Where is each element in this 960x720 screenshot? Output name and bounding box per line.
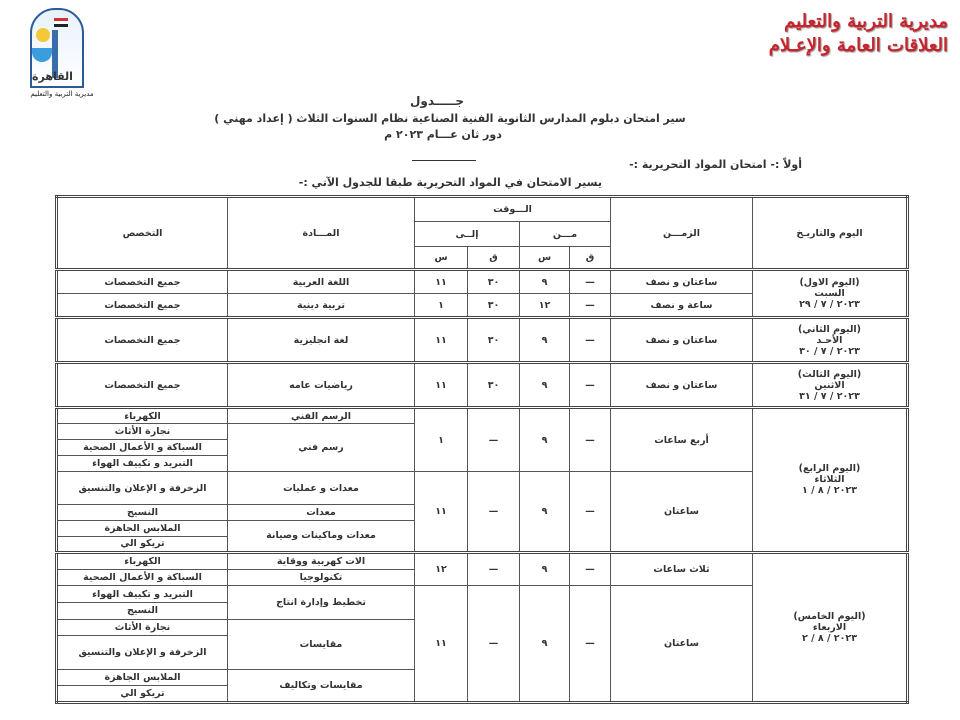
day-weekday: السبت [814, 288, 845, 299]
specialization-cell: جميع التخصصات [57, 363, 228, 408]
specialization-cell: جميع التخصصات [57, 294, 228, 318]
specialization-cell: السباكة و الأعمال الصحية [57, 440, 228, 456]
logo-subtitle: مديرية التربية والتعليم [30, 90, 94, 98]
day-date: ٢٠٢٣ / ٧ / ٢٩ [799, 299, 860, 310]
title-underline [412, 160, 476, 161]
specialization-cell: تريكو الي [57, 536, 228, 552]
logo-sun-icon [36, 28, 50, 42]
cairo-directorate-logo [22, 8, 102, 104]
from-minute-cell: — [570, 318, 611, 363]
day-weekday: الاثنين [814, 379, 845, 391]
from-minute-cell: — [570, 270, 611, 294]
subject-cell: الرسم الفني [228, 408, 415, 424]
exam-schedule-table [55, 195, 909, 704]
subject-cell: معدات وماكينات وصيانة [228, 520, 415, 552]
header-from-minute: ق [570, 247, 611, 270]
day-day: (اليوم الثالث) [797, 368, 862, 380]
from-hour-cell: ٩ [520, 318, 570, 363]
to-hour-cell: ١١ [415, 472, 468, 553]
duration-cell: أربع ساعات [611, 408, 753, 472]
to-hour-cell: ١١ [415, 363, 468, 408]
specialization-cell: تريكو الي [57, 686, 228, 703]
subject-cell: لغة انجليزية [228, 318, 415, 363]
day-date-cell [753, 363, 908, 408]
duration-cell: ساعتان و نصف [611, 270, 753, 294]
subject-cell: اللغة العربية [228, 270, 415, 294]
header-from-hour: س [520, 247, 570, 270]
day-date: ٢٠٢٣ / ٨ / ٢ [801, 632, 857, 644]
directorate-brand [769, 10, 948, 58]
day-date: ٢٠٢٣ / ٧ / ٣١ [799, 390, 860, 402]
subject-cell: تخطيط وإدارة انتاج [228, 586, 415, 619]
day-day: (اليوم الاول) [799, 277, 860, 288]
day-date: ٢٠٢٣ / ٧ / ٣٠ [799, 345, 860, 357]
from-minute-cell: — [570, 363, 611, 408]
header-to-hour: س [415, 247, 468, 270]
subject-cell: مقايسات وتكاليف [228, 669, 415, 702]
specialization-cell: الملابس الجاهزة [57, 520, 228, 536]
to-hour-cell: ١٢ [415, 552, 468, 585]
header-duration: الزمـــن [611, 197, 753, 270]
brand-line-1: مديرية التربية والتعليم [784, 11, 948, 32]
logo-name: القاهرة [32, 70, 73, 83]
specialization-cell: نجارة الأثاث [57, 424, 228, 440]
from-minute-cell: — [570, 294, 611, 318]
to-hour-cell: ١ [415, 294, 468, 318]
header-time: الـــوقت [415, 197, 611, 222]
header-day-date: اليوم والتاريـخ [753, 197, 908, 270]
day-date-cell [753, 270, 908, 318]
from-minute-cell: — [570, 552, 611, 585]
duration-cell: ساعتان [611, 586, 753, 703]
specialization-cell: النسيج [57, 504, 228, 520]
specialization-cell: الكهرباء [57, 552, 228, 569]
subject-cell: معدات و عمليات [228, 472, 415, 504]
header-to-minute: ق [468, 247, 520, 270]
to-minute-cell: — [468, 472, 520, 553]
logo-flag-icon [54, 18, 68, 27]
from-hour-cell: ١٢ [520, 294, 570, 318]
specialization-cell: السباكة و الأعمال الصحية [57, 569, 228, 586]
subject-cell: تكنولوجيا [228, 569, 415, 586]
duration-cell: ساعة و نصف [611, 294, 753, 318]
table-row [57, 270, 908, 294]
from-hour-cell: ٩ [520, 270, 570, 294]
specialization-cell: جميع التخصصات [57, 270, 228, 294]
from-minute-cell: — [570, 408, 611, 472]
to-hour-cell: ١١ [415, 586, 468, 703]
to-minute-cell: ٣٠ [468, 294, 520, 318]
day-date-cell [753, 318, 908, 363]
document-title: جـــــدول [410, 94, 464, 108]
to-minute-cell: ٣٠ [468, 270, 520, 294]
to-minute-cell: — [468, 586, 520, 703]
subject-cell: رسم فني [228, 424, 415, 472]
brand-line-2: العلاقات العامة والإعـلام [768, 35, 948, 56]
specialization-cell: الملابس الجاهزة [57, 669, 228, 686]
day-weekday: الأحـد [816, 334, 843, 346]
specialization-cell: نجارة الأثاث [57, 619, 228, 636]
section-heading: أولاً :- امتحان المواد التحريرية :- [629, 158, 802, 171]
day-day: (اليوم الرابع) [798, 463, 861, 475]
specialization-cell: جميع التخصصات [57, 318, 228, 363]
from-minute-cell: — [570, 472, 611, 553]
to-hour-cell: ١١ [415, 318, 468, 363]
subject-cell: رياضيات عامه [228, 363, 415, 408]
subject-cell: الات كهربية ووقاية [228, 552, 415, 569]
to-minute-cell: — [468, 408, 520, 472]
day-weekday: الاربعاء [812, 621, 847, 633]
day-day: (اليوم الخامس) [793, 610, 866, 622]
to-hour-cell: ١١ [415, 270, 468, 294]
specialization-cell: التبريد و تكييف الهواء [57, 456, 228, 472]
specialization-cell: الكهرباء [57, 408, 228, 424]
from-hour-cell: ٩ [520, 408, 570, 472]
from-minute-cell: — [570, 586, 611, 703]
from-hour-cell: ٩ [520, 552, 570, 585]
day-date-cell [753, 552, 908, 702]
subject-cell: معدات [228, 504, 415, 520]
from-hour-cell: ٩ [520, 586, 570, 703]
duration-cell: ساعتان [611, 472, 753, 553]
subject-cell: مقايسات [228, 619, 415, 669]
specialization-cell: الزخرفة و الإعلان والتنسيق [57, 636, 228, 669]
duration-cell: ساعتان و نصف [611, 363, 753, 408]
from-hour-cell: ٩ [520, 363, 570, 408]
table-row [57, 408, 908, 424]
day-day: (اليوم الثاني) [797, 323, 862, 335]
table-row [57, 552, 908, 569]
specialization-cell: النسيج [57, 602, 228, 619]
duration-cell: ساعتان و نصف [611, 318, 753, 363]
document-session: دور ثان عـــام ٢٠٢٣ م [384, 128, 502, 141]
to-minute-cell: ٣٠ [468, 363, 520, 408]
from-hour-cell: ٩ [520, 472, 570, 553]
table-row [57, 318, 908, 363]
subject-cell: تربية دينية [228, 294, 415, 318]
header-from: مـــن [520, 222, 611, 247]
day-weekday: الثلاثاء [814, 474, 845, 486]
specialization-cell: التبريد و تكييف الهواء [57, 586, 228, 603]
day-date-cell [753, 408, 908, 553]
specialization-cell: الزخرفة و الإعلان والتنسيق [57, 472, 228, 504]
header-specialization: التخصص [57, 197, 228, 270]
document-subtitle: سير امتحان دبلوم المدارس الثانوية الفنية الصناعية نظام السنوات الثلاث ( إعداد مهني ) [214, 112, 686, 125]
section-intro: يسير الامتحان في المواد التحريرية طبقا للجدول الآتي :- [298, 176, 602, 189]
to-minute-cell: — [468, 552, 520, 585]
duration-cell: ثلاث ساعات [611, 552, 753, 585]
to-hour-cell: ١ [415, 408, 468, 472]
schedule-body [57, 270, 908, 703]
header-subject: المـــادة [228, 197, 415, 270]
day-date: ٢٠٢٣ / ٨ / ١ [801, 485, 857, 497]
table-row [57, 363, 908, 408]
header-to: إلــى [415, 222, 520, 247]
to-minute-cell: ٣٠ [468, 318, 520, 363]
